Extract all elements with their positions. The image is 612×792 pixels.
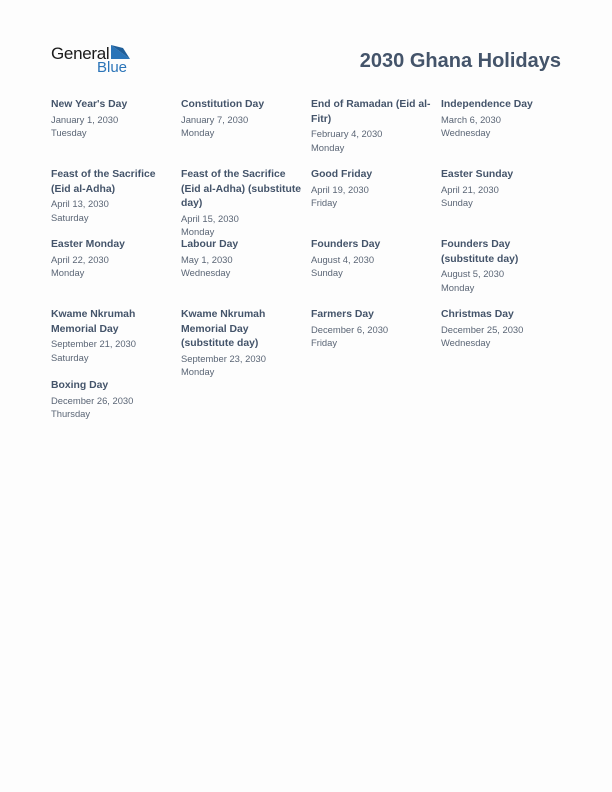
logo-general-text: General: [51, 44, 110, 63]
holiday-entry: [441, 308, 563, 350]
holiday-name: Founders Day (substitute day): [441, 239, 519, 265]
holiday-name: Constitution Day: [181, 99, 265, 110]
holiday-weekday: Wednesday: [441, 127, 491, 138]
holiday-weekday: Saturday: [51, 211, 89, 223]
holiday-entry: [181, 238, 303, 280]
holiday-date: March 6, 2030: [441, 113, 501, 125]
holiday-name: Farmers Day: [311, 309, 374, 320]
holiday-name: Independence Day: [441, 99, 533, 110]
holiday-name: Easter Sunday: [441, 169, 514, 180]
holiday-name: Easter Monday: [51, 239, 125, 250]
holiday-weekday: Monday: [181, 366, 215, 377]
holiday-weekday: Tuesday: [51, 127, 87, 138]
holiday-date: August 5, 2030: [441, 268, 505, 279]
holiday-date: September 21, 2030: [51, 338, 136, 349]
holiday-entry: [441, 238, 563, 294]
generalblue-logo: [51, 44, 141, 78]
holiday-name: Labour Day: [181, 239, 239, 250]
holiday-entry: [181, 98, 303, 140]
holiday-name: Good Friday: [311, 169, 373, 180]
holiday-name: Founders Day: [311, 239, 381, 250]
holiday-date: April 21, 2030: [441, 183, 499, 195]
holiday-entry: [311, 238, 433, 280]
holiday-entry: [51, 238, 173, 280]
holiday-name: Kwame Nkrumah Memorial Day: [51, 309, 136, 335]
holiday-entry: [311, 98, 433, 154]
holiday-date: September 23, 2030: [181, 352, 266, 364]
holiday-entry: [51, 98, 173, 140]
holiday-entry: [51, 308, 173, 364]
holiday-weekday: Monday: [181, 226, 215, 237]
holiday-date: April 19, 2030: [311, 183, 369, 195]
holiday-date: February 4, 2030: [311, 128, 383, 139]
holiday-name: Boxing Day: [51, 380, 109, 391]
holiday-weekday: Wednesday: [181, 267, 231, 278]
holiday-date: August 4, 2030: [311, 253, 375, 265]
holiday-name: Kwame Nkrumah Memorial Day (substitute day): [181, 309, 266, 349]
holiday-entry: [311, 168, 433, 210]
holiday-entry: [311, 308, 433, 350]
holiday-date: April 13, 2030: [51, 198, 109, 209]
holiday-name: End of Ramadan (Eid al-Fitr): [311, 99, 431, 125]
holiday-weekday: Wednesday: [441, 337, 491, 348]
holiday-date: April 22, 2030: [51, 253, 109, 265]
holiday-weekday: Sunday: [441, 197, 473, 208]
page-title: 2030 Ghana Holidays: [359, 50, 561, 72]
holiday-entry: [441, 98, 563, 140]
holiday-entry: [181, 308, 303, 379]
logo-blue-text: Blue: [97, 59, 128, 76]
holiday-date: December 6, 2030: [311, 323, 389, 335]
holiday-entry: [441, 168, 563, 210]
holiday-name: Feast of the Sacrifice (Eid al-Adha): [51, 169, 156, 195]
holiday-weekday: Monday: [311, 141, 345, 153]
holiday-weekday: Saturday: [51, 351, 89, 363]
holiday-date: December 26, 2030: [51, 394, 134, 406]
holiday-name: Feast of the Sacrifice (Eid al-Adha) (substitute day): [181, 169, 302, 209]
holiday-name: New Year's Day: [51, 99, 128, 110]
holiday-date: December 25, 2030: [441, 323, 524, 335]
holiday-date: January 1, 2030: [51, 113, 119, 125]
holiday-weekday: Monday: [441, 281, 475, 293]
holiday-weekday: Friday: [311, 197, 338, 208]
holiday-weekday: Sunday: [311, 267, 343, 278]
holiday-weekday: Monday: [181, 127, 215, 138]
holiday-entry: [51, 168, 173, 224]
holiday-weekday: Thursday: [51, 408, 91, 419]
holiday-entry: [51, 379, 173, 421]
holiday-date: April 15, 2030: [181, 212, 239, 224]
holiday-weekday: Monday: [51, 267, 85, 278]
holiday-date: May 1, 2030: [181, 253, 233, 265]
holiday-weekday: Friday: [311, 337, 338, 348]
holiday-date: January 7, 2030: [181, 113, 249, 125]
holiday-name: Christmas Day: [441, 309, 514, 320]
holiday-entry: [181, 168, 303, 239]
